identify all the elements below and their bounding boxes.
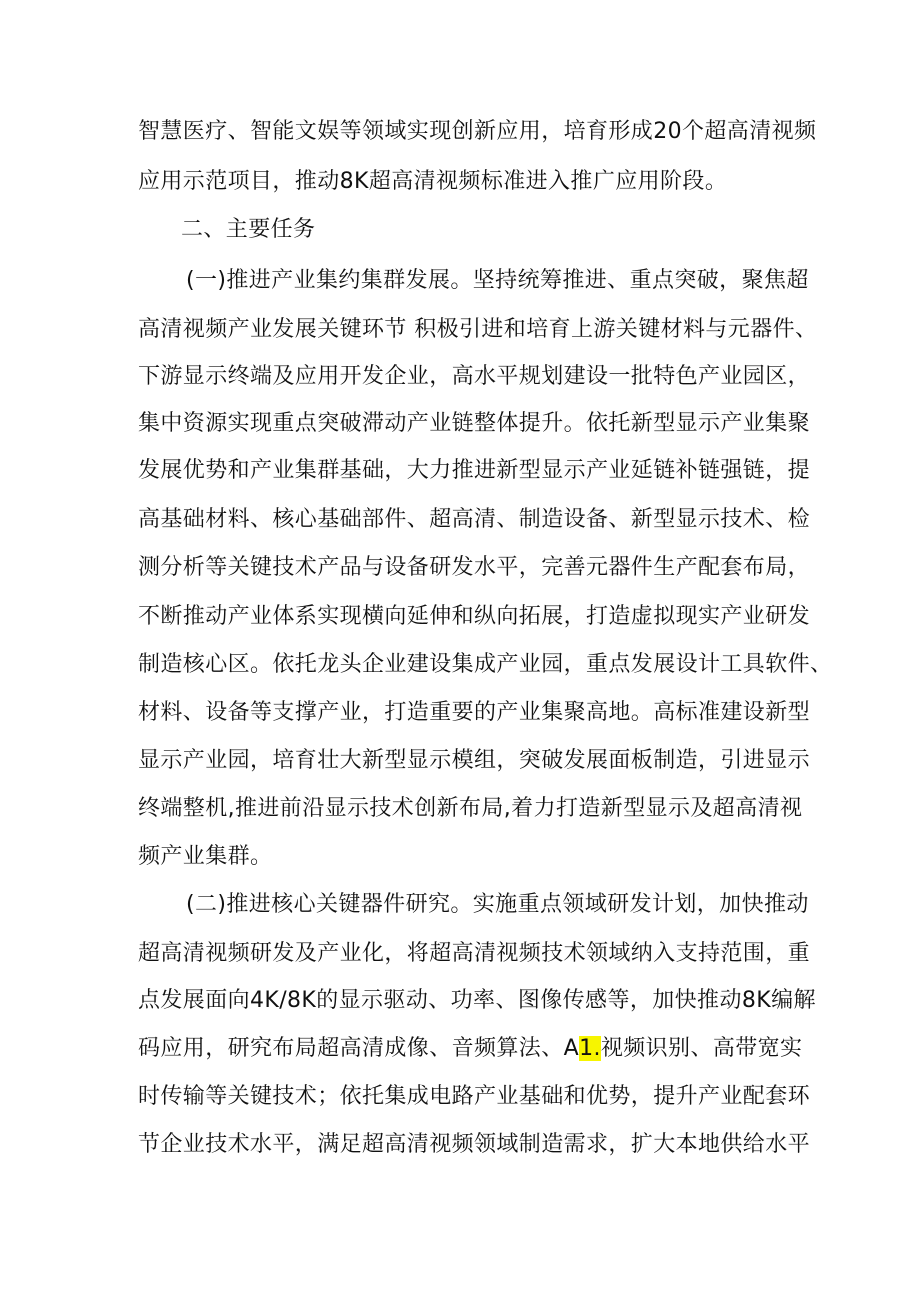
text-line: 制造核心区。依托龙头企业建设集成产业园，重点发展设计工具软件、 <box>138 652 833 677</box>
text-line: 时传输等关键技术；依托集成电路产业基础和优势，提升产业配套环 <box>138 1084 811 1109</box>
text-line-with-highlight <box>138 1034 803 1064</box>
text-line: 应用示范项目，推动8K超高清视频标准进入推广应用阶段。 <box>138 169 728 194</box>
text-line: 超高清视频研发及产业化，将超高清视频技术领域纳入支持范围，重 <box>138 941 811 966</box>
text-line: 材料、设备等支撑产业，打造重要的产业集聚高地。高标准建设新型 <box>138 700 811 725</box>
text-line: 节企业技术水平，满足超高清视频领域制造需求，扩大本地供给水平 <box>138 1132 811 1157</box>
text-line: 智慧医疗、智能文娱等领域实现创新应用，培育形成20个超高清视频 <box>138 119 817 144</box>
highlighted-text: 1. <box>579 1036 601 1061</box>
text-line: 集中资源实现重点突破滞动产业链整体提升。依托新型显示产业集聚 <box>138 411 811 436</box>
text-segment: 视频识别、高带宽实 <box>600 1036 803 1061</box>
paragraph-1-first-line: (一)推进产业集约集群发展。坚持统筹推进、重点突破，聚焦超 <box>186 268 809 293</box>
text-line: 高清视频产业发展关键环节 积极引进和培育上游关键材料与元器件、 <box>138 317 818 342</box>
text-line: 点发展面向4K/8K的显示驱动、功率、图像传感等，加快推动8K编解 <box>138 988 816 1013</box>
text-segment: 码应用，研究布局超高清成像、音频算法、A <box>138 1036 580 1061</box>
text-line: 下游显示终端及应用开发企业，高水平规划建设一批特色产业园区， <box>138 364 811 389</box>
text-line: 高基础材料、核心基础部件、超高清、制造设备、新型显示技术、检 <box>138 507 811 532</box>
text-line: 终端整机,推进前沿显示技术创新布局,着力打造新型显示及超高清视 <box>138 796 803 821</box>
section-heading: 二、主要任务 <box>181 217 316 242</box>
text-line: 频产业集群。 <box>138 844 273 869</box>
text-line: 显示产业园，培育壮大新型显示模组，突破发展面板制造，引进显示 <box>138 748 811 773</box>
text-line: 不断推动产业体系实现横向延伸和纵向拓展，打造虚拟现实产业研发 <box>138 604 811 629</box>
text-line: 测分析等关键技术产品与设备研发水平，完善元器件生产配套布局， <box>138 555 811 580</box>
paragraph-2-first-line: (二)推进核心关键器件研究。实施重点领域研发计划，加快推动 <box>186 892 809 917</box>
text-line: 发展优势和产业集群基础，大力推进新型显示产业延链补链强链，提 <box>138 458 811 483</box>
